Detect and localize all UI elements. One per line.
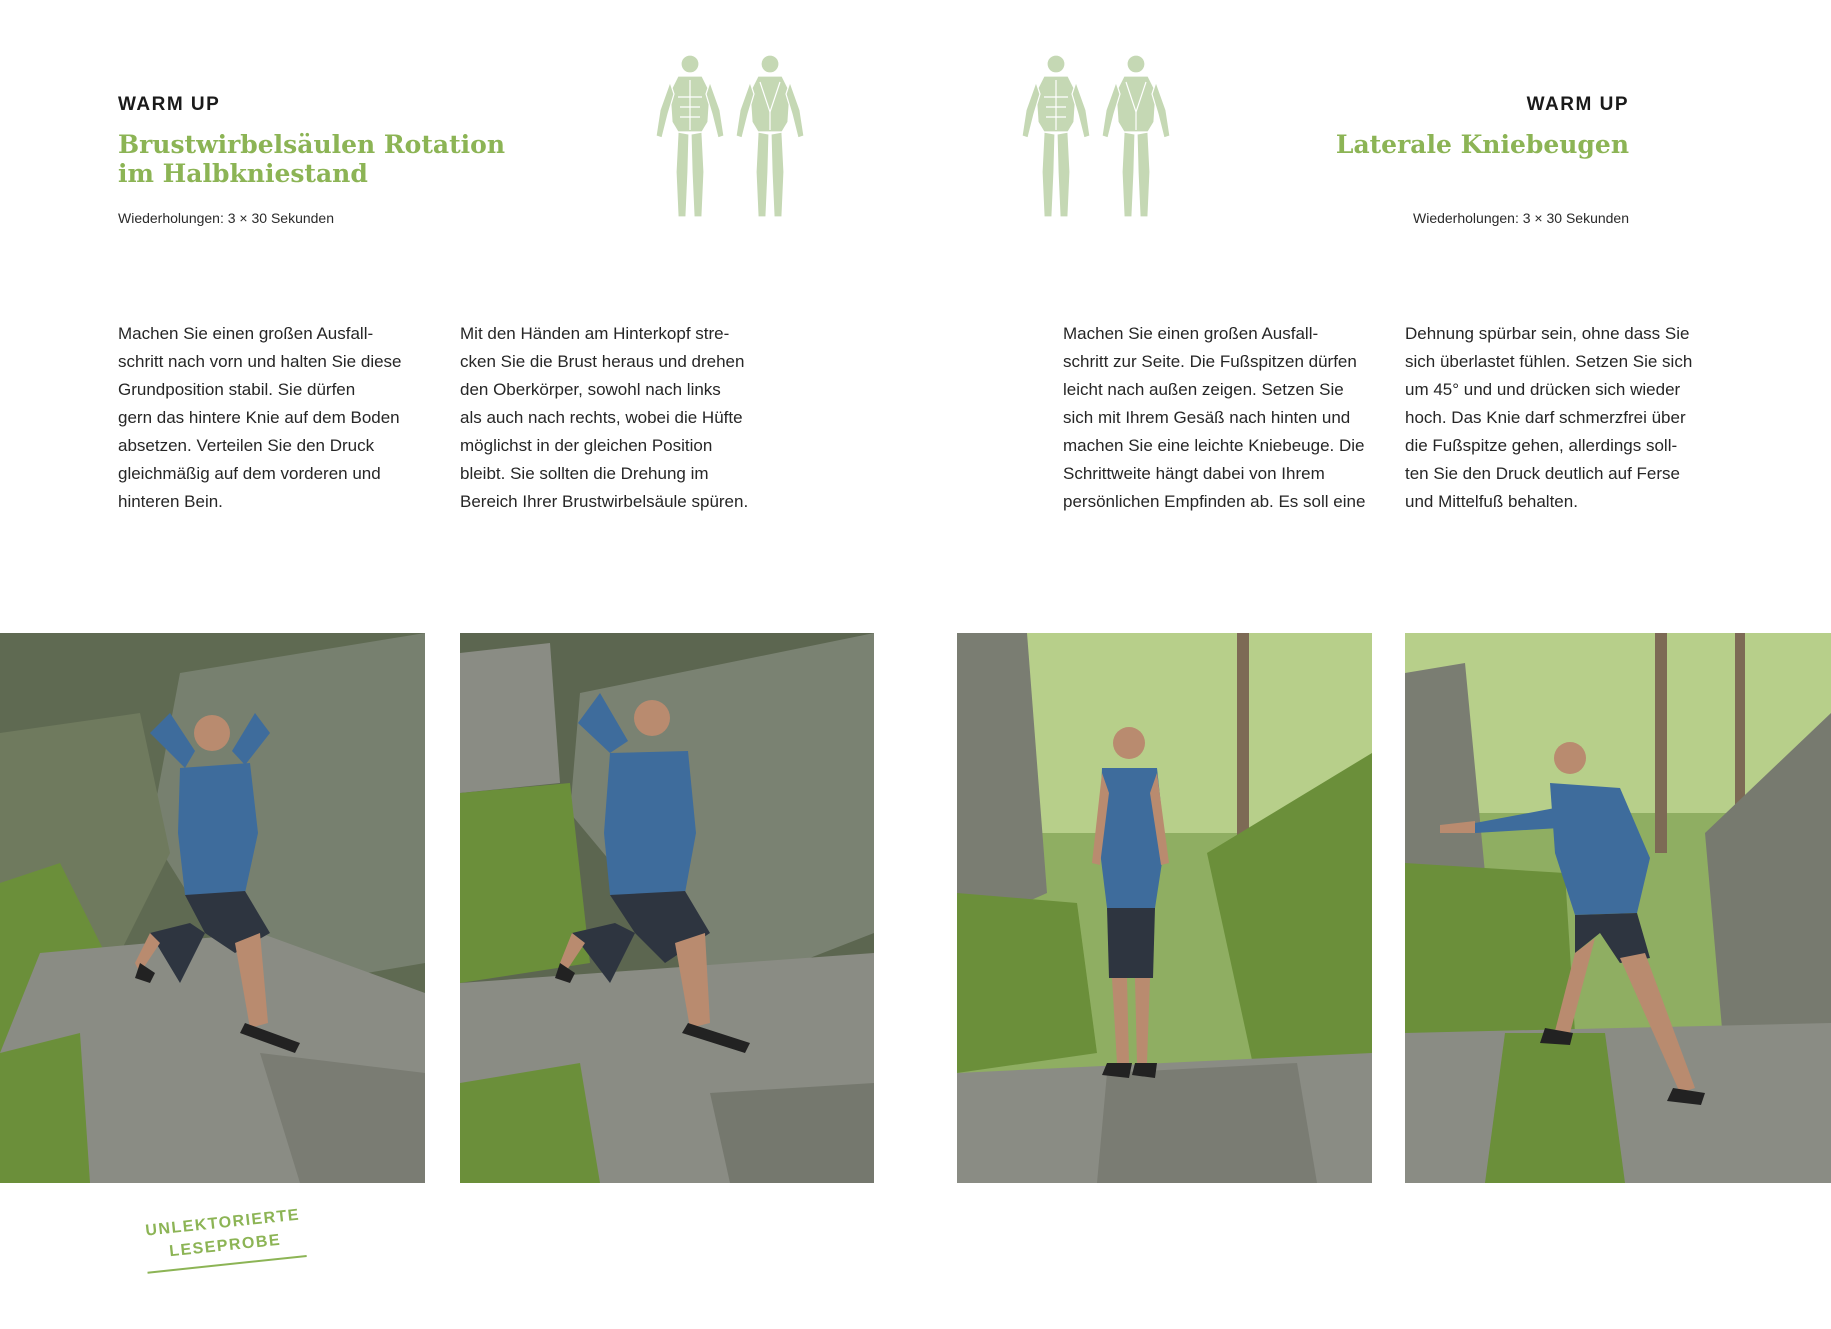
right-kicker: WARM UP [1526,94,1629,115]
preview-stamp [142,1203,307,1273]
right-exercise-title: Laterale Kniebeugen [1335,130,1629,159]
right-anatomy-figures [1014,52,1184,227]
left-anatomy-figures [648,52,818,227]
anatomy-body-icon [648,52,818,222]
right-body-col1: Machen Sie einen großen Ausfall- schritt zur Seite. Die Fußspitzen dürfen leicht nach außen zeigen. Setzen Sie sich mit Ihrem Gesäß nach hinten und machen Sie eine leichte Kniebeuge. Die Schrittweite hängt dabei von Ihrem persönlichen Empfinden ab. Es soll eine [1063,324,1366,511]
left-kicker: WARM UP [118,94,221,115]
left-exercise-title [118,130,505,188]
anatomy-body-icon [1014,52,1184,222]
left-title-line2: im Halbkniestand [118,159,368,188]
left-title-line1: Brustwirbelsäulen Rotation [118,130,505,159]
left-reps: Wiederholungen: 3 × 30 Sekunden [118,210,334,226]
left-photo-2 [460,633,874,1183]
stamp-line2: LESEPROBE [168,1231,282,1261]
left-body-col2: Mit den Händen am Hinterkopf stre- cken Sie die Brust heraus und drehen den Oberkörper, sowohl nach links als auch nach rechts, wobei die Hüfte möglichst in der gleichen Position bleibt. Sie sollten die Drehung im Bereich Ihrer Brustwirbelsäule spüren. [460,324,749,511]
left-body-col1: Machen Sie einen großen Ausfall- schritt nach vorn und halten Sie diese Grundposition stabil. Sie dürfen gern das hintere Knie auf dem Boden absetzen. Verteilen Sie den Druck gleichmäßig auf dem vorderen und hinteren Bein. [118,324,402,511]
left-photo-1 [0,633,425,1183]
right-body-col2: Dehnung spürbar sein, ohne dass Sie sich überlastet fühlen. Setzen Sie sich um 45° und und drücken sich wieder hoch. Das Knie darf schmerzfrei über die Fußspitze gehen, allerdings soll- ten Sie den Druck deutlich auf Ferse und Mittelfuß behalten. [1405,324,1693,511]
right-reps: Wiederholungen: 3 × 30 Sekunden [1413,210,1629,226]
right-page [916,0,1831,1329]
stamp-line1: UNLEKTORIERTE [144,1206,301,1240]
left-page [0,0,915,1329]
right-photo-2 [1405,633,1831,1183]
right-photo-1 [957,633,1372,1183]
